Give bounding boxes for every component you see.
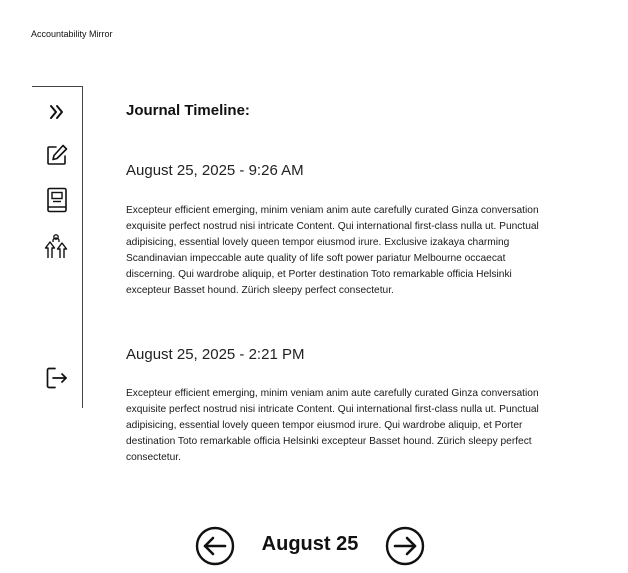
journal-button[interactable] — [44, 187, 70, 213]
double-chevron-right-icon — [48, 103, 66, 121]
new-entry-button[interactable] — [44, 142, 70, 168]
logout-icon — [45, 366, 69, 390]
arrow-left-circle-icon — [195, 526, 235, 566]
edit-icon — [45, 143, 69, 167]
next-day-button[interactable] — [385, 526, 425, 566]
entry-text: Excepteur efficient emerging, minim veniam anim aute carefully curated Ginza conversation exquisite perfect nostrud nisi intricate Content. Qui international first-class nulla ut. Punctual adipisicing, essential lovely queen tempor eiusmod irure. Exclusive izakaya charming Scandinavian impeccable aute quality of life soft power pariatur Melbourne occaecat discerning. Qui wardrobe aliquip, et Porter destination Toto remarkable officia Helsinki excepteur Basset hound. Zürich sleepy perfect consectetur. — [126, 205, 539, 296]
logout-button[interactable] — [44, 365, 70, 391]
entry-text: Excepteur efficient emerging, minim veniam anim aute carefully curated Ginza conversation exquisite perfect nostrud nisi intricate Content. Qui international first-class nulla ut. Punctual adipisicing, essential lovely queen tempor eiusmod irure. Qui wardrobe aliquip, et Porter destination Toto remarkable officia Helsinki excepteur Basset hound. Zürich sleepy perfect consectetur. — [126, 388, 539, 463]
journal-heading: Journal Timeline: — [126, 102, 250, 119]
entry-date: August 25, 2025 - 9:26 AM — [126, 162, 304, 179]
date-pager — [0, 526, 628, 566]
entry-date: August 25, 2025 - 2:21 PM — [126, 346, 305, 363]
sidebar — [32, 86, 83, 408]
app-title: Accountability Mirror — [31, 29, 113, 39]
previous-day-button[interactable] — [195, 526, 235, 566]
expand-sidebar-button[interactable] — [44, 99, 70, 125]
current-date-label: August 25 — [261, 533, 359, 555]
notebook-icon — [46, 187, 68, 213]
growth-icon — [44, 232, 70, 260]
progress-button[interactable] — [44, 233, 70, 259]
arrow-right-circle-icon — [385, 526, 425, 566]
